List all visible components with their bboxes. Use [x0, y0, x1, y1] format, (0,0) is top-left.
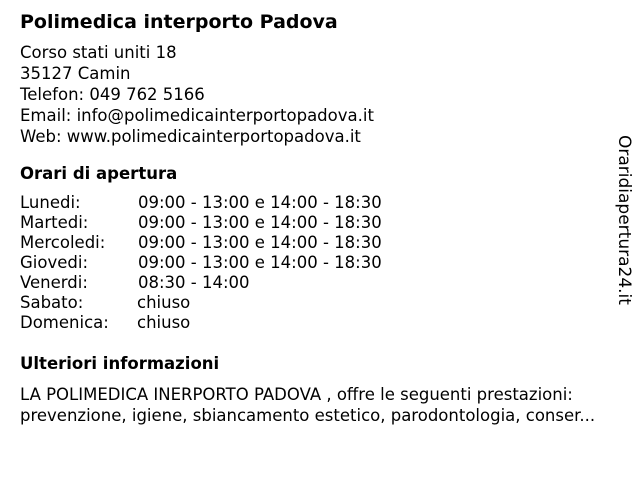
day-label: Giovedi:	[20, 253, 88, 272]
time-value: 09:00 - 13:00 e 14:00 - 18:30	[138, 233, 382, 252]
time-value: 09:00 - 13:00 e 14:00 - 18:30	[138, 253, 382, 272]
day-label: Venerdi:	[20, 273, 88, 292]
more-info-title: Ulteriori informazioni	[20, 354, 220, 373]
time-value: chiuso	[137, 293, 191, 312]
contact-details	[20, 42, 374, 147]
time-value: chiuso	[137, 313, 191, 332]
email-address: Email: info@polimedicainterportopadova.it	[20, 106, 374, 125]
day-label: Domenica:	[20, 313, 109, 332]
street-address: Corso stati uniti 18	[20, 43, 177, 62]
day-label: Sabato:	[20, 293, 84, 312]
phone-number: Telefon: 049 762 5166	[20, 85, 205, 104]
more-info-text	[20, 384, 630, 426]
opening-hours-title: Orari di apertura	[20, 164, 178, 183]
postal-city: 35127 Camin	[20, 64, 131, 83]
day-label: Martedi:	[20, 213, 89, 232]
more-info-line: prevenzione, igiene, sbiancamento estetico, parodontologia, conser...	[20, 406, 596, 425]
time-value: 09:00 - 13:00 e 14:00 - 18:30	[138, 213, 382, 232]
day-label: Lunedi:	[20, 193, 81, 212]
more-info-line: LA POLIMEDICA INERPORTO PADOVA , offre le seguenti prestazioni:	[20, 385, 573, 404]
time-value: 09:00 - 13:00 e 14:00 - 18:30	[138, 193, 382, 212]
business-title: Polimedica interporto Padova	[20, 11, 338, 33]
brand-watermark: Oraridiapertura24.it	[614, 135, 634, 305]
time-value: 08:30 - 14:00	[138, 273, 250, 292]
day-label: Mercoledi:	[20, 233, 106, 252]
website-address: Web: www.polimedicainterportopadova.it	[20, 127, 361, 146]
